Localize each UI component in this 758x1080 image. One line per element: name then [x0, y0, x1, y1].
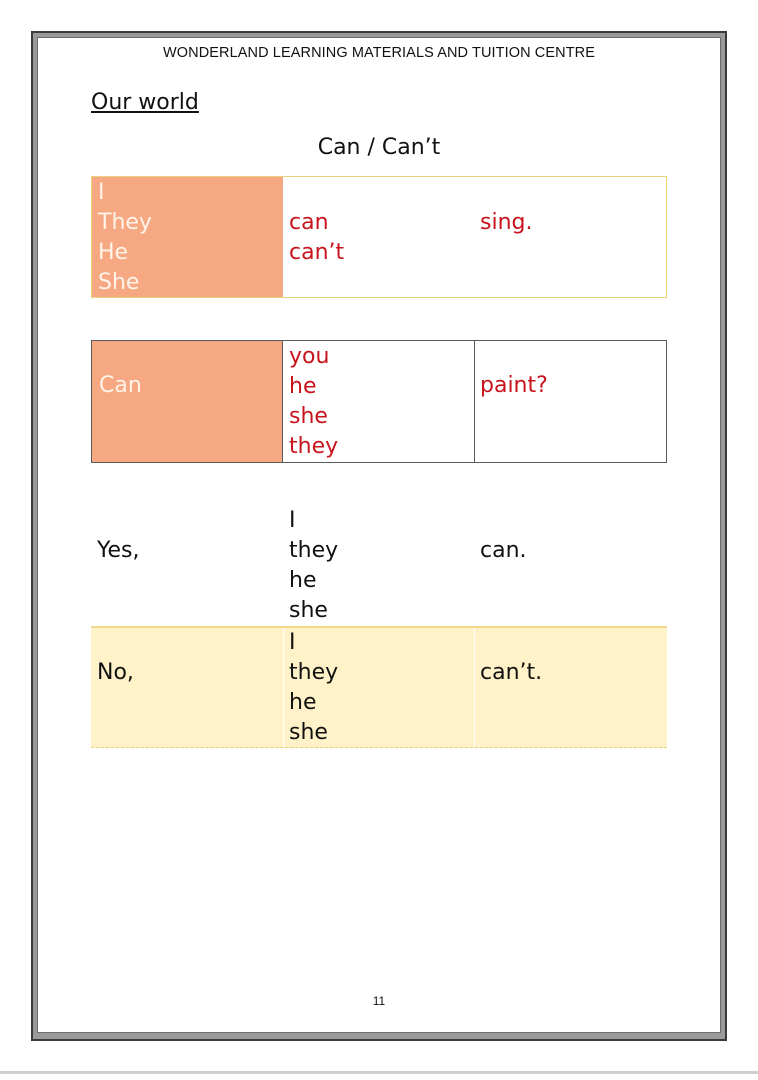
no-subjects-cell: [289, 628, 338, 748]
no-row-divider-1: [283, 628, 284, 747]
table2-verb: paint?: [480, 373, 548, 398]
subject-i: I: [98, 180, 105, 205]
no-verb: can’t.: [480, 660, 543, 685]
subject-they: they: [289, 538, 339, 563]
no-row-divider-2: [474, 628, 475, 747]
table1-modals-cell: [289, 208, 344, 268]
yes-subjects-cell: [289, 506, 338, 626]
modal-cant: can’t: [289, 240, 345, 265]
subject-they: they: [289, 660, 339, 685]
modal-can: can: [289, 210, 329, 235]
subject-they: they: [289, 434, 339, 459]
subject-he: he: [289, 690, 317, 715]
no-answer: No,: [97, 660, 134, 685]
subject-i: I: [289, 508, 296, 533]
table2-subjects-cell: [289, 342, 338, 462]
table2-modal-cell: [92, 341, 283, 462]
subject-she: she: [289, 404, 328, 429]
section-subtitle: Can / Can’t: [317, 135, 441, 160]
subject-they: They: [98, 210, 152, 235]
bottom-divider: [0, 1071, 758, 1074]
table2-divider: [474, 341, 475, 462]
yes-verb: can.: [480, 538, 527, 563]
table1-subjects: [98, 178, 283, 298]
subject-he: he: [289, 374, 317, 399]
subject-she: she: [289, 598, 328, 623]
no-row-background: [91, 626, 667, 748]
page-title: Our world: [91, 90, 199, 115]
table1-verb: sing.: [480, 210, 533, 235]
subject-you: you: [289, 344, 330, 369]
subject-she: She: [98, 270, 140, 295]
table1-subjects-cell: [92, 177, 283, 297]
page-header: WONDERLAND LEARNING MATERIALS AND TUITION CENTRE: [162, 45, 596, 61]
page-number: 11: [372, 994, 386, 1008]
subject-he: he: [289, 568, 317, 593]
subject-he: He: [98, 240, 129, 265]
subject-she: she: [289, 720, 328, 745]
subject-i: I: [289, 630, 296, 655]
table2-modal: Can: [99, 373, 142, 398]
yes-answer: Yes,: [97, 538, 140, 563]
